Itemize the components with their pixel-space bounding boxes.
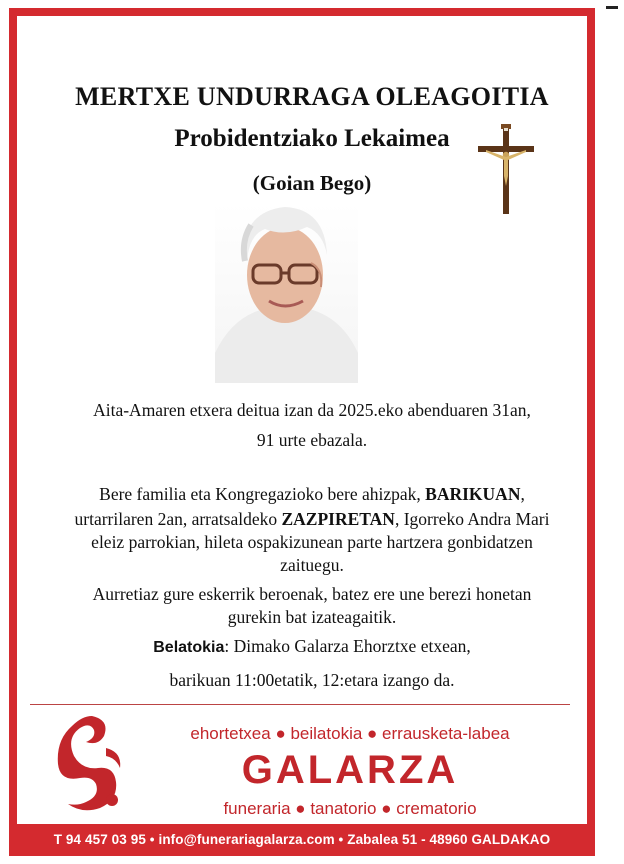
wake-label: Belatokia bbox=[153, 639, 225, 656]
funeral-day: BARIKUAN bbox=[425, 484, 521, 504]
brand-name: GALARZA bbox=[241, 748, 459, 792]
crucifix-icon bbox=[476, 124, 536, 216]
portrait-photo bbox=[215, 203, 358, 383]
tag-funeral-home: ehortetxea bbox=[190, 724, 271, 743]
wake-location bbox=[0, 636, 624, 657]
invite-date: urtarrilaren 2an, arratsaldeko bbox=[74, 509, 282, 529]
invite-comma: , bbox=[520, 484, 525, 504]
thanks-line-1: Aurretiaz gure eskerrik beroenak, batez ere une berezi honetan bbox=[92, 584, 532, 604]
tag-crematorio: crematorio bbox=[396, 799, 477, 818]
services-tagline-basque: ehortetxea ● beilatokia ● errausketa-labea bbox=[190, 724, 510, 743]
funeral-invite-line-1 bbox=[0, 484, 624, 505]
tag-wake-room: beilatokia bbox=[290, 724, 363, 743]
funeral-invite-line-4: zaituegu. bbox=[280, 555, 344, 575]
funeral-invite-line-2 bbox=[0, 509, 624, 530]
tag-tanatorio: tanatorio bbox=[310, 799, 377, 818]
services-tagline-spanish: funeraria ● tanatorio ● crematorio bbox=[223, 799, 477, 818]
wake-hours: barikuan 11:00etatik, 12:etara izango da. bbox=[169, 670, 455, 690]
rest-in-peace-line: (Goian Bego) bbox=[252, 171, 372, 195]
deceased-name: MERTXE UNDURRAGA OLEAGOITIA bbox=[75, 82, 549, 111]
death-announcement: Aita-Amaren etxera deitua izan da 2025.eko abenduaren 31an, bbox=[93, 400, 531, 420]
corner-mark bbox=[606, 6, 618, 9]
divider bbox=[30, 704, 570, 705]
age-line: 91 urte ebazala. bbox=[256, 430, 368, 450]
tag-funeraria: funeraria bbox=[223, 799, 291, 818]
thanks-line-2: gurekin bat izateagaitik. bbox=[227, 607, 397, 627]
funeral-time: ZAZPIRETAN bbox=[281, 509, 395, 529]
wake-place: : Dimako Galarza Ehorztxe etxean, bbox=[224, 636, 471, 656]
invite-text: Bere familia eta Kongregazioko bere ahizpak, bbox=[99, 484, 426, 504]
deceased-role: Probidentziako Lekaimea bbox=[174, 125, 450, 152]
galarza-logo-icon bbox=[52, 712, 132, 816]
invite-place: , Igorreko Andra Mari bbox=[394, 509, 550, 529]
contact-bar: T 94 457 03 95 • info@funerariagalarza.com • Zabalea 51 - 48960 GALDAKAO bbox=[9, 824, 595, 856]
funeral-invite-line-3: eleiz parrokian, hileta ospakizunean parte hartzera gonbidatzen bbox=[91, 532, 533, 552]
tag-crematorium: errausketa-labea bbox=[382, 724, 510, 743]
